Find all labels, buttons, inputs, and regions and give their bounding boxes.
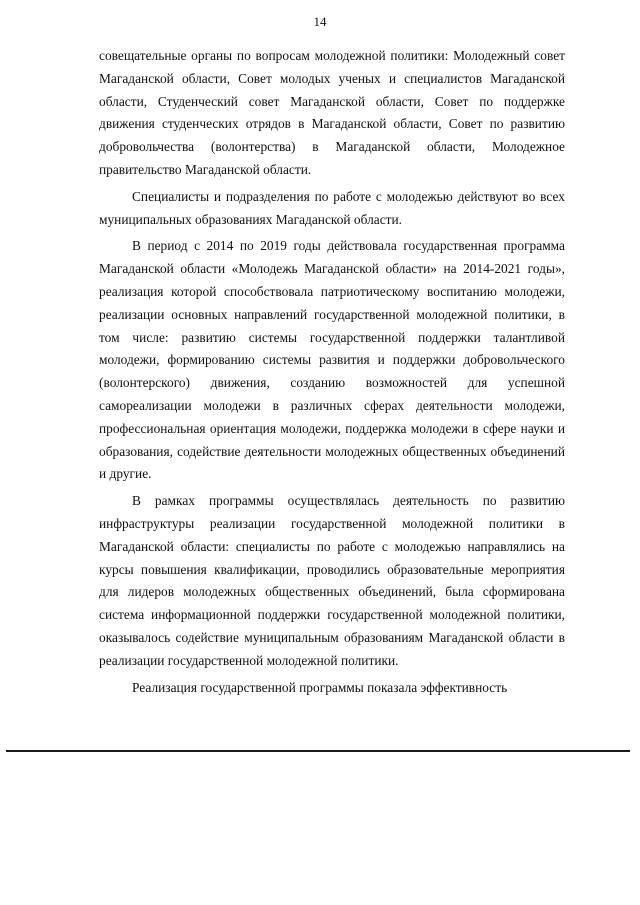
page-number: 14 bbox=[313, 14, 327, 29]
paragraph-youth-specialists: Специалисты и подразделения по работе с молодежью действуют во всех муниципальных образованиях Магаданской области. bbox=[99, 188, 565, 227]
paragraph-state-program: В период с 2014 по 2019 годы действовала государственная программа Магаданской области «Молодежь Магаданской области» на 2014-2021 годы», реализация которой способствовала патриотическому воспитанию молодежи, реализации основных направлений государственной молодежной политики, в том числе: развитию системы государственной поддержки талантливой молодежи, формированию системы развития и поддержки добровольческого (волонтерского) движения, созданию возможностей для успешной самореализации молодежи в различных сферах деятельности молодежи, профессиональная ориентация молодежи, поддержка молодежи в сфере науки и образования, содействие деятельности молодежных общественных объединений и другие. bbox=[99, 238, 565, 482]
paragraph-infrastructure: В рамках программы осуществлялась деятельность по развитию инфраструктуры реализации государственной молодежной политики в Магаданской области: специалисты по работе с молодежью направлялись на курсы повышения квалификации, проводились образовательные мероприятия для лидеров молодежных общественных объединений, была сформирована система информационной поддержки государственной молодежной политики, оказывалось содействие муниципальным образованиям Магаданской области в реализации государственной молодежной политики. bbox=[99, 493, 565, 668]
bottom-divider bbox=[6, 750, 630, 752]
document-body bbox=[99, 45, 565, 699]
paragraph-program-effectiveness: Реализация государственной программы показала эффективность bbox=[132, 679, 508, 695]
paragraph-advisory-bodies: совещательные органы по вопросам молодежной политики: Молодежный совет Магаданской области, Совет молодых ученых и специалистов Магаданской области, Студенческий совет Магаданской области, Совет по поддержке движения студенческих отрядов в Магаданской области, Совет по развитию добровольчества (волонтерства) в Магаданской области, Молодежное правительство Магаданской области. bbox=[99, 48, 565, 177]
